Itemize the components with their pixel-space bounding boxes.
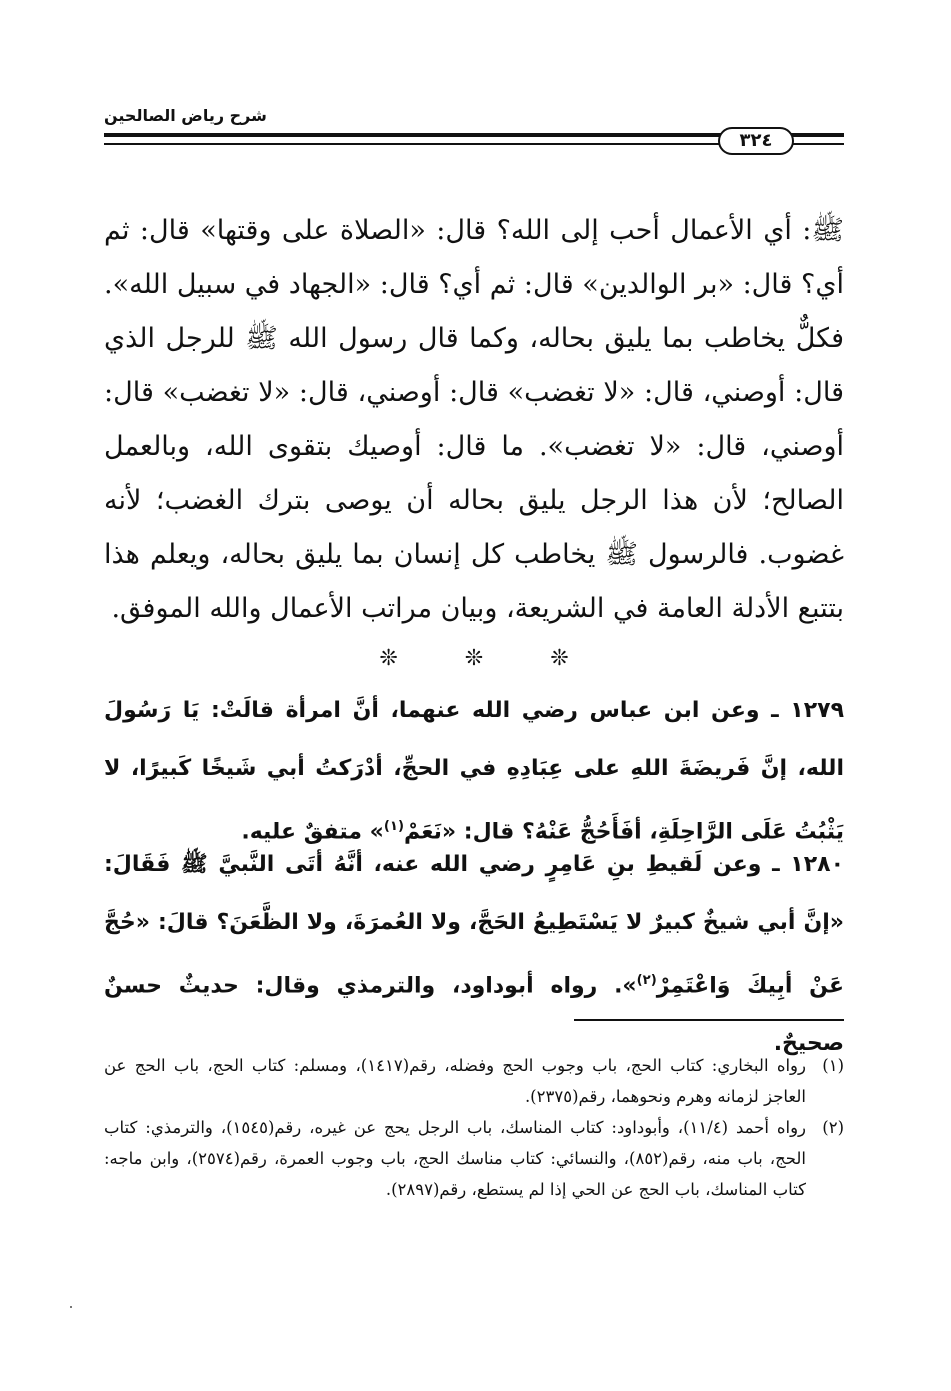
commentary-paragraph [104, 204, 844, 636]
page-number: ٣٢٤ [718, 127, 794, 155]
running-title: شرح رياض الصالحين [104, 106, 267, 125]
footnotes [104, 1050, 844, 1205]
divider-star-icon: ❊ [379, 646, 398, 671]
footnote-1 [104, 1050, 844, 1112]
section-divider [104, 646, 844, 671]
footnote-ref: (٢) [636, 973, 657, 988]
footnote-ref: (١) [383, 819, 404, 834]
scan-speck [70, 1306, 72, 1308]
divider-star-icon: ❊ [550, 646, 569, 671]
commentary-text: ﷺ: أي الأعمال أحب إلى الله؟ قال: «الصلاة على وقتها» قال: ثم أي؟ قال: «بر الوالدين» قال: ثم أي؟ قال: «الجهاد في سبيل الله». فكلٌّ يخاطب بما يليق بحاله، وكما قال رسول الله ﷺ للرجل الذي قال: أوصني، قال: «لا تغضب» قال: أوصني، قال: «لا تغضب» قال: أوصني، قال: «لا تغضب». ما قال: أوصيك بتقوى الله، وبالعمل الصالح؛ لأن هذا الرجل يليق بحاله أن يوصى بترك الغضب؛ لأنه غضوب. فالرسول ﷺ يخاطب كل إنسان بما يليق بحاله، ويعلم هذا بتتبع الأدلة العامة في الشريعة، وبيان مراتب الأعمال والله الموفق. [104, 215, 844, 624]
hadith-text: ١٢٨٠ ـ وعن لَقيطِ بنِ عَامِرٍ رضي الله عنه، أنَّهُ أتَى النَّبيَّ ﷺ فَقَالَ: «إنَّ أبي شيخٌ كبيرٌ لا يَسْتَطِيعُ الحَجَّ، ولا العُمرَةَ، ولا الظَّعَنَ؟ قالَ: «حُجَّ عَنْ أبِيكَ وَاعْتَمِرْ [104, 852, 844, 999]
hadith-1279 [104, 682, 844, 861]
footnote-number: (١) [822, 1056, 844, 1075]
hadith-text-end: » متفقٌ عليه. [241, 819, 384, 845]
footnote-text: رواه البخاري: كتاب الحج، باب وجوب الحج وفضله، رقم(١٤١٧)، ومسلم: كتاب الحج، باب الحج عن العاجز لزمانه وهرم ونحوهما، رقم(٢٣٧٥). [104, 1056, 806, 1106]
footnote-text: رواه أحمد (١١/٤)، وأبوداود: كتاب المناسك، باب الرجل يحج عن غيره، رقم(١٥٤٥)، والترمذي: كتاب الحج، باب منه، رقم(٨٥٢)، والنسائي: كتاب مناسك الحج، باب وجوب العمرة، رقم(٢٥٧٤)، وابن ماجه: كتاب المناسك، باب الحج عن الحي إذا لم يستطع، رقم(٢٨٩٧). [104, 1118, 807, 1199]
footnote-2 [104, 1112, 844, 1205]
footnote-number: (٢) [822, 1118, 844, 1137]
hadith-text: ١٢٧٩ ـ وعن ابن عباس رضي الله عنهما، أنَّ امرأة قالَتْ: يَا رَسُولَ الله، إنَّ فَريضَةَ اللهِ على عِبَادِهِ في الحجِّ، أدْرَكتُ أبي شَيخًا كَبيرًا، لا يَثْبُتُ عَلَى الرَّاحِلَةِ، أفَأَحُجُّ عَنْهُ؟ قال: «نَعَمْ [104, 698, 844, 845]
hadith-1280 [104, 836, 844, 1073]
footnote-separator [574, 1019, 844, 1021]
divider-star-icon: ❊ [464, 646, 484, 671]
hadith-text-end: ». رواه أبوداود، والترمذي وقال: حديثٌ حسنٌ صحيحٌ. [104, 973, 844, 1057]
